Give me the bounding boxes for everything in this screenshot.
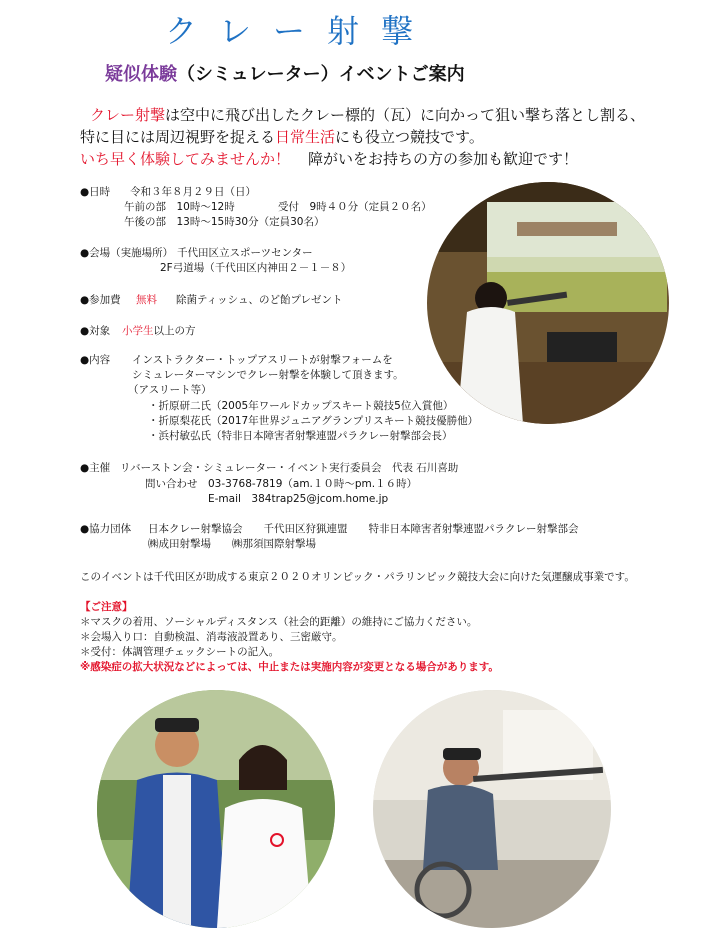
organizer-value: リバーストン会・シミュレーター・イベント実行委員会 代表 石川喜助 — [120, 462, 459, 474]
venue-label: ●会場（実施場所） — [80, 247, 174, 259]
subtitle-part1: 疑似体験 — [105, 64, 177, 85]
cooperation-line-1: 日本クレー射撃協会 千代田区狩猟連盟 特非日本障害者射撃連盟パラクレー射撃部会 — [148, 523, 579, 535]
target-text: 以上の方 — [153, 325, 196, 337]
organizer-email: E-mail 384trap25@jcom.home.jp — [208, 493, 389, 505]
content-label: ●内容 — [80, 354, 111, 366]
target-label: ●対象 — [80, 325, 111, 337]
date-value: 令和３年８月２９日（日） — [130, 186, 256, 198]
subtitle-part2: （シミュレーター）イベントご案内 — [177, 64, 465, 85]
athlete-item: ・折原研二氏（2005年ワールドカップスキート競技5位入賞他） — [148, 400, 454, 412]
venue-value: 千代田区立スポーツセンター — [177, 247, 313, 259]
fee-free: 無料 — [136, 294, 157, 306]
cooperation-line-2: ㈱成田射撃場 ㈱那須国際射撃場 — [148, 538, 316, 550]
intro-text: 特に目には周辺視野を捉える — [80, 128, 276, 146]
intro-text: は空中に飛び出したクレー標的（瓦）に向かって狙い撃ち落とし割る、 — [165, 106, 646, 124]
intro-highlight: クレー射撃 — [90, 106, 166, 124]
venue-detail: 2F弓道場（千代田区内神田２－１－８） — [160, 262, 352, 274]
simulator-photo — [427, 182, 669, 424]
content-line-2: シミュレーターマシンでクレー射撃を体験して頂きます。 — [132, 369, 404, 381]
content-line-1: インストラクター・トップアスリートが射撃フォームを — [132, 354, 393, 366]
caution-item: ＊会場入り口：自動検温、消毒液設置あり、三密厳守。 — [80, 631, 343, 643]
intro-text: にも役立つ競技です。 — [335, 128, 484, 146]
date-am: 午前の部 10時～12時 — [124, 201, 235, 213]
para-athlete-photo — [373, 690, 611, 928]
content-line-3: （アスリート等） — [128, 384, 212, 396]
caution-heading: 【ご注意】 — [80, 601, 133, 613]
intro-highlight: いち早く体験してみませんか！ — [80, 150, 291, 168]
athletes-photo — [97, 690, 335, 928]
intro-text: 障がいをお持ちの方の参加も歓迎です！ — [308, 150, 579, 168]
caution-item: ＊受付：体調管理チェックシートの記入。 — [80, 646, 280, 658]
date-pm: 午後の部 13時～15時30分（定員30名） — [124, 216, 325, 228]
fee-gift: 除菌ティッシュ、のど飴プレゼント — [176, 294, 343, 306]
intro-highlight: 日常生活 — [275, 128, 336, 146]
athlete-item: ・浜村敏弘氏（特非日本障害者射撃連盟パラクレー射撃部会長） — [148, 430, 453, 442]
date-label: ●日時 — [80, 186, 111, 198]
athlete-item: ・折原梨花氏（2017年世界ジュニアグランプリスキート競技優勝他） — [148, 415, 479, 427]
page-subtitle — [105, 60, 465, 86]
subsidy-note: このイベントは千代田区が助成する東京２０２０オリンピック・パラリンピック競技大会に向けた気運醸成事業です。 — [80, 571, 635, 583]
organizer-label: ●主催 — [80, 462, 111, 474]
page-title: クレー射撃 — [164, 12, 435, 50]
cooperation-label: ●協力団体 — [80, 523, 132, 535]
target-value — [122, 323, 196, 338]
date-reception: 受付 9時４０分（定員２０名） — [278, 201, 432, 213]
intro-line-3 — [80, 148, 578, 169]
caution-item: ＊マスクの着用、ソーシャルディスタンス（社会的距離）の維持にご協力ください。 — [80, 616, 478, 628]
target-highlight: 小学生 — [122, 325, 154, 337]
intro-line-1 — [90, 104, 645, 125]
fee-label: ●参加費 — [80, 294, 121, 306]
caution-warning: ※感染症の拡大状況などによっては、中止または実施内容が変更となる場合があります。 — [80, 661, 499, 673]
intro-line-2 — [80, 126, 484, 147]
organizer-inquiry: 問い合わせ 03-3768-7819（am.１０時～pm.１６時） — [145, 478, 418, 490]
